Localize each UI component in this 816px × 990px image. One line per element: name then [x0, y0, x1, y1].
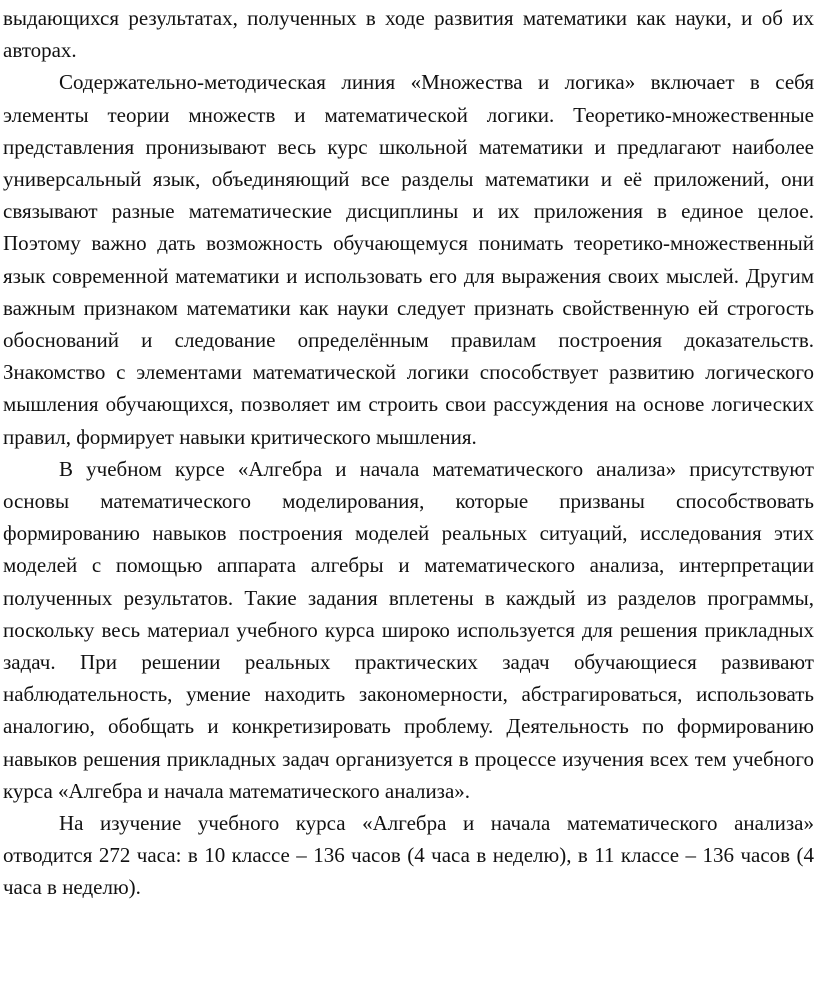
paragraph-hours-allocation: На изучение учебного курса «Алгебра и начала математического анализа» отводится 272 часа: в 10 классе – 136 часов (4 часа в неделю), в 11 классе – 136 часов (4 часа в неделю). — [3, 811, 814, 900]
paragraph-sets-and-logic: Содержательно-методическая линия «Множества и логика» включает в себя элементы теории множеств и математической логики. Теоретико-множественные представления пронизывают весь курс школьной математики и предлагают наиболее универсальный язык, объединяющий все разделы математики и её приложений, они связывают разные математические дисциплины и их приложения в единое целое. Поэтому важно дать возможность обучающемуся понимать теоретико-множественный язык современной математики и использовать его для выражения своих мыслей. Другим важным признаком математики как науки следует признать свойственную ей строгость обоснований и следование определённым правилам построения доказательств. Знакомство с элементами математической логики способствует развитию логического мышления обучающихся, позволяет им строить свои рассуждения на основе логических правил, формирует навыки критического мышления. — [3, 70, 814, 449]
paragraph-continuation: выдающихся результатах, полученных в ходе развития математики как науки, и об их авторах. — [3, 6, 814, 63]
paragraph-math-modeling: В учебном курсе «Алгебра и начала математического анализа» присутствуют основы математического моделирования, которые призваны способствовать формированию навыков построения моделей реальных ситуаций, исследования этих моделей с помощью аппарата алгебры и математического анализа, интерпретации полученных результатов. Такие задания вплетены в каждый из разделов программы, поскольку весь материал учебного курса широко используется для решения прикладных задач. При решении реальных практических задач обучающиеся развивают наблюдательность, умение находить закономерности, абстрагироваться, использовать аналогию, обобщать и конкретизировать проблему. Деятельность по формированию навыков решения прикладных задач организуется в процессе изучения всех тем учебного курса «Алгебра и начала математического анализа». — [3, 456, 814, 803]
